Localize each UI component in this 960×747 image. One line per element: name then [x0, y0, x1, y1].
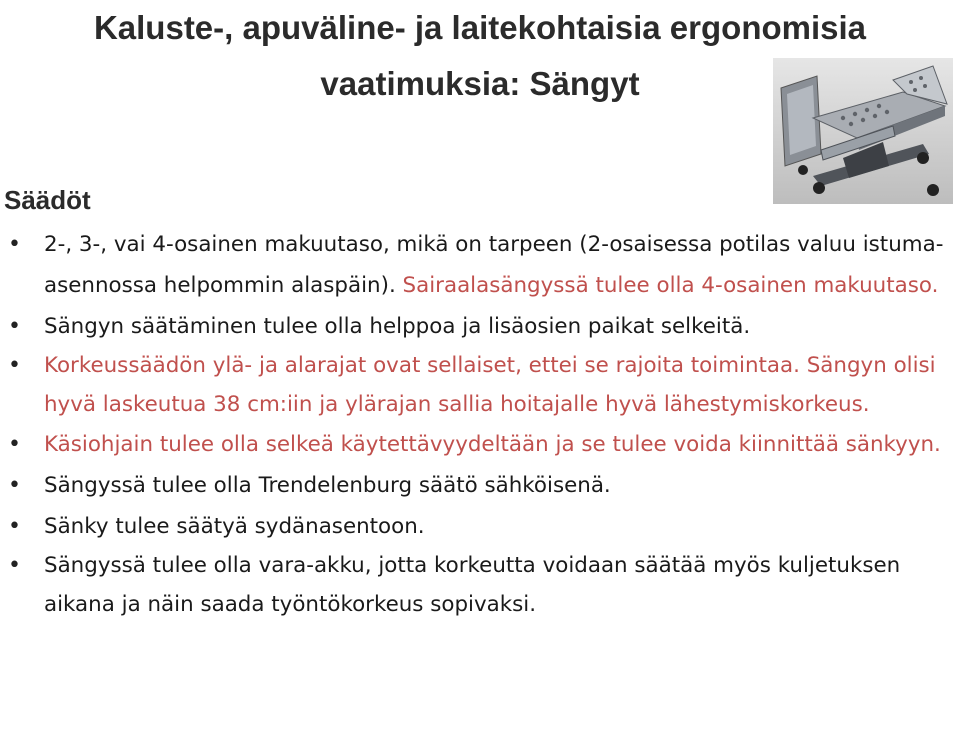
bullet-text: Korkeussäädön ylä- ja alarajat ovat sellaiset, ettei se rajoita toimintaa. Sängyn olisi hyvä laskeutua 38 cm:iin ja ylärajan sallia hoitajalle hyvä lähestymiskorkeus.: [44, 353, 936, 417]
title-line-1: Kaluste-, apuväline- ja laitekohtaisia ergonomisia: [93, 9, 867, 46]
bullet-text: Sängyn säätäminen tulee olla helppoa ja lisäosien paikat selkeitä.: [44, 314, 751, 339]
bullet-list: [0, 224, 960, 624]
list-item: [0, 547, 960, 624]
list-item: [0, 306, 960, 347]
list-item: [0, 465, 960, 506]
title-bold: Sängyt: [529, 65, 640, 102]
bullet-text: Käsiohjain tulee olla selkeä käytettävyydeltään ja se tulee voida kiinnittää sänkyyn.: [44, 432, 941, 457]
hospital-bed-photo: [773, 58, 953, 204]
bullet-red-text: Sairaalasängyssä tulee olla 4-osainen makuutaso.: [402, 273, 939, 298]
list-item: [0, 506, 960, 547]
bullet-text: 2-, 3-, vai 4-osainen makuutaso, mikä on tarpeen (2-osaisessa potilas valuu istuma-asennossa helpommin alaspäin).: [44, 232, 944, 298]
hospital-bed-icon: [773, 58, 953, 204]
list-item: [0, 424, 960, 465]
title-prefix: vaatimuksia:: [320, 65, 530, 102]
section-heading: Säädöt: [4, 185, 91, 215]
list-item: [0, 347, 960, 424]
bullet-text: Sängyssä tulee olla vara-akku, jotta korkeutta voidaan säätää myös kuljetuksen aikana ja näin saada työntökorkeus sopivaksi.: [44, 553, 901, 617]
bullet-text: Sängyssä tulee olla Trendelenburg säätö sähköisenä.: [44, 473, 611, 498]
list-item: [0, 224, 960, 306]
bullet-text: Sänky tulee säätyä sydänasentoon.: [44, 514, 425, 539]
